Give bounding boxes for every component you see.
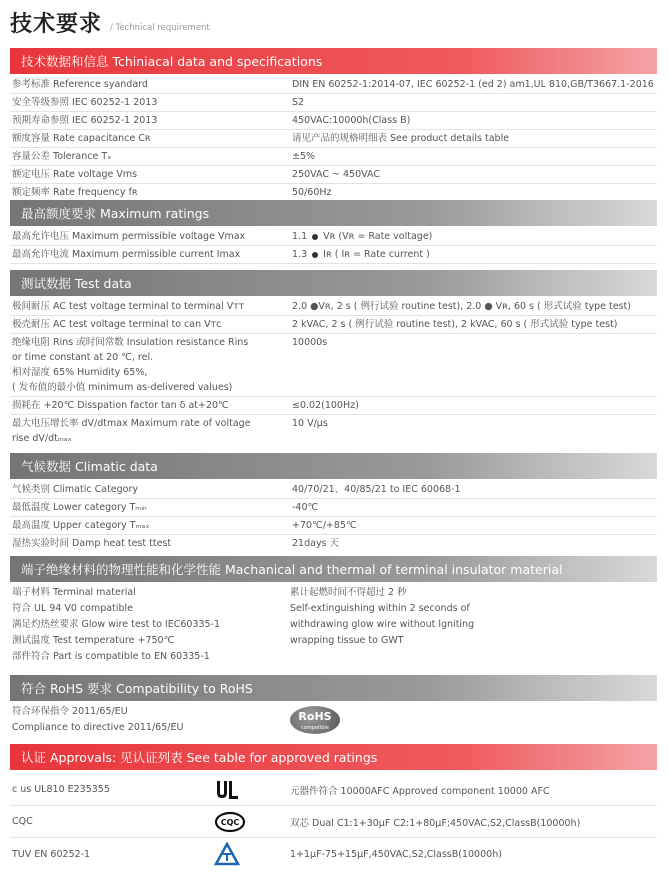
page-title: 技术要求	[10, 12, 103, 37]
table-row: 最大电压增长率 dV/dtmax Maximum rate of voltage rise dV/dtₘₐₓ 10 V/µs	[12, 418, 328, 444]
section-header-tech: 技术数据和信息 Tchiniacal data and specifications	[10, 48, 657, 74]
table-row: 湿热实验时间 Damp heat test ttest 21days 天	[12, 538, 340, 549]
table-row: 气候类别 Climatic Category 40/70/21、40/85/21 to IEC 60068-1	[10, 481, 657, 499]
table-row: 损耗在 +20℃ Disspation factor tan δ at+20℃ ≤0.02(100Hz)	[10, 397, 657, 415]
rohs-logo-icon: RoHS compatible	[290, 706, 340, 734]
table-row: 参考标准 Reference syandard DIN EN 60252-1:2014-07, IEC 60252-1 (ed 2) am1,UL 810,GB/T3667.1-2016	[10, 76, 657, 94]
table-row: 额度容量 Rate capacitance Cʀ 请见产品的规格明细表 See product details table	[10, 130, 657, 148]
table-row: 额定频率 Rate frequency fʀ 50/60Hz	[10, 184, 657, 202]
rohs-block: 符合环保指令 2011/65/EU Compliance to directive 2011/65/EU	[12, 706, 184, 733]
approval-row-ul: c us UL810 E235355 元器件符合 10000AFC Approved component 10000 AFC	[10, 774, 657, 806]
table-row: 最高温度 Upper category Tₘₐₓ +70℃/+85℃	[10, 517, 657, 535]
table-row: 极间耐压 AC test voltage terminal to terminal Vᴛᴛ 2.0 ●Vʀ, 2 s ( 例行试验 routine test), 2.0 ● Vʀ, 60 s ( 形式试验 type test)	[10, 298, 657, 316]
table-row: 最高允许电流 Maximum permissible current Imax 1.3 Iʀ ( Iʀ = Rate current )	[10, 246, 657, 264]
table-row: 容量公差 Tolerance Tₓ ±5%	[10, 148, 657, 166]
table-row: 绝缘电阻 Rins 或时间常数 Insulation resistance Rins or time constant at 20 ℃, rel. 相对湿度 65% Humidity 65%, ( 发布值的最小值 minimum as-delivered values) 10000s	[10, 334, 657, 397]
approval-row-cqc: CQC CQC 双芯 Dual C1:1+30µF C2:1+80µF;450VAC,S2,ClassB(10000h)	[10, 806, 657, 838]
section-header-rohs: 符合 RoHS 要求 Compatibility to RoHS	[10, 675, 657, 701]
section-header-max: 最高额度要求 Maximum ratings	[10, 200, 657, 226]
svg-text:CQC: CQC	[220, 817, 240, 827]
page-header	[10, 0, 210, 40]
max-table	[10, 228, 657, 264]
approval-row-tuv: TUV EN 60252-1 1+1µF-75+15µF,450VAC,S2,ClassB(10000h)	[10, 838, 657, 870]
test-table	[10, 298, 657, 447]
section-header-approvals: 认证 Approvals: 见认证列表 See table for approved ratings	[10, 744, 657, 770]
page-subtitle: / Technical requirement	[110, 23, 210, 33]
table-row: 极壳耐压 AC test voltage terminal to can Vᴛᴄ 2 kVAC, 2 s ( 例行试验 routine test), 2 kVAC, 60 s ( 形式试验 type test)	[10, 316, 657, 334]
table-row: 最低温度 Lower category Tₘᵢₙ -40℃	[10, 499, 657, 517]
table-row: 额定电压 Rate voltage Vms 250VAC ~ 450VAC	[10, 166, 657, 184]
tech-table	[10, 76, 657, 202]
table-row: 预期寿命参照 IEC 60252-1 2013 450VAC:10000h(Class B)	[10, 112, 657, 130]
climatic-table	[10, 481, 657, 552]
table-row: 最高允许电压 Maximum permissible voltage Vmax 1.1 Vʀ (Vʀ = Rate voltage)	[10, 228, 657, 246]
table-row: 安全等级参照 IEC 60252-1 2013 S2	[10, 94, 657, 112]
bullet-dot-icon	[312, 234, 318, 240]
tuv-icon	[214, 842, 240, 866]
bullet-dot-icon	[312, 252, 318, 258]
ul-icon	[214, 779, 240, 801]
terminal-block: 端子材料 Terminal material 符合 UL 94 V0 compatible 满足灼热丝要求 Glow wire test to IEC60335-1 测试温度 Test temperature +750℃ 部件符合 Part is compatible to EN 60335-1 累计起燃时间不得超过 2 秒 Self-extinguishing within 2 seconds of withdrawing glow wire without lgniting wrapping tissue to GWT	[12, 587, 475, 662]
section-header-terminal: 端子绝缘材料的物理性能和化学性能 Machanical and thermal of terminal insulator material	[10, 556, 657, 582]
section-header-climatic: 气候数据 Climatic data	[10, 453, 657, 479]
cqc-icon	[214, 811, 246, 833]
section-header-test: 测试数据 Test data	[10, 270, 657, 296]
